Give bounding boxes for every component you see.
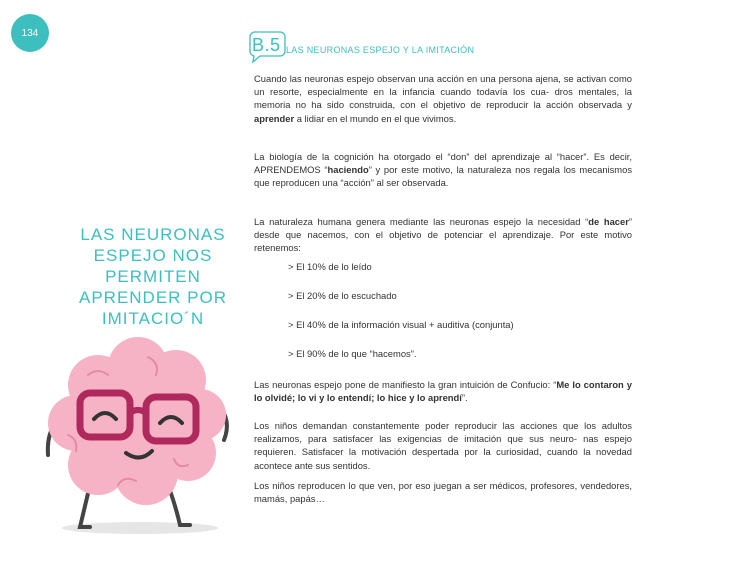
- side-title-line: LAS NEURONAS: [80, 225, 226, 244]
- paragraph-text: Cuando las neuronas espejo observan una acción en una persona ajena, se activan como un resorte, especialmente en la infancia cuando todavía los cua- dros mentales, la memoria no ha sido construida, con el objetivo de reproducir la acción observada y: [254, 73, 632, 111]
- section-code-bubble: [248, 30, 284, 60]
- paragraph-5: Los niños demandan constantemente poder reproducir las acciones que los adultos realizamos, para satisfacer las exigencias de imitación que sus neuro- nas espejo requieren. Satisfacer la motivación despertada por la curiosidad, cuando la novedad acontece ante sus sentidos.: [254, 420, 632, 471]
- side-title-line: APRENDER POR: [78, 288, 228, 307]
- section-code: B.5: [252, 35, 281, 55]
- paragraph-text: ”.: [461, 392, 468, 404]
- section-title: LAS NEURONAS ESPEJO Y LA IMITACIÓN: [286, 45, 475, 55]
- section-header: [248, 30, 548, 64]
- side-title: [68, 224, 238, 329]
- paragraph-text: Las neuronas espejo pone de manifiesto la gran intuición de Confucio: “: [254, 379, 557, 390]
- bold-text: de hacer: [588, 216, 629, 227]
- paragraph-text: a lidiar en el mundo en el que vivimos.: [294, 112, 457, 124]
- list-item: > El 10% de lo leído: [288, 261, 372, 272]
- paragraph-text: ” y por este motivo, la naturaleza nos regala los mecanismos que reproducen una “acción” al ser observada.: [254, 164, 633, 189]
- paragraph-2: [254, 150, 632, 215]
- list-item: > El 20% de lo escuchado: [288, 290, 397, 301]
- side-title-line: PERMITEN: [105, 267, 201, 286]
- list-item: > El 90% de lo que “hacemos”.: [288, 348, 417, 359]
- paragraph-3: [254, 215, 632, 258]
- paragraph-1: [254, 72, 632, 150]
- bold-text: haciendo: [327, 164, 369, 176]
- paragraph-4: [254, 378, 632, 419]
- body-text: [254, 72, 632, 505]
- paragraph-text: La biología de la cognición ha otorgado el “don” del aprendizaje al “hacer”. Es decir, APRENDEMOS “: [254, 151, 632, 176]
- side-title-line: ESPEJO NOS: [93, 246, 213, 265]
- page-number: 134: [21, 27, 39, 39]
- bold-text: Me lo contaron y lo olvidé; lo vi y lo entendí; lo hice y lo aprendí: [254, 379, 632, 404]
- page-number-badge: [11, 14, 49, 52]
- paragraph-text: La naturaleza humana genera mediante las neuronas espejo la necesidad “: [254, 216, 589, 227]
- paragraph-text: ” desde que nacemos, con el objetivo de potenciar el aprendizaje. Por este motivo retenemos:: [254, 216, 633, 254]
- bold-text: aprender: [254, 112, 295, 124]
- list-item: > El 40% de la información visual + auditiva (conjunta): [288, 319, 514, 330]
- brain-character-illustration: [28, 335, 238, 540]
- paragraph-6: Los niños reproducen lo que ven, por eso juegan a ser médicos, profesores, vendedores, mamás, papás…: [254, 480, 632, 505]
- side-title-line: IMITACIO´N: [101, 309, 205, 328]
